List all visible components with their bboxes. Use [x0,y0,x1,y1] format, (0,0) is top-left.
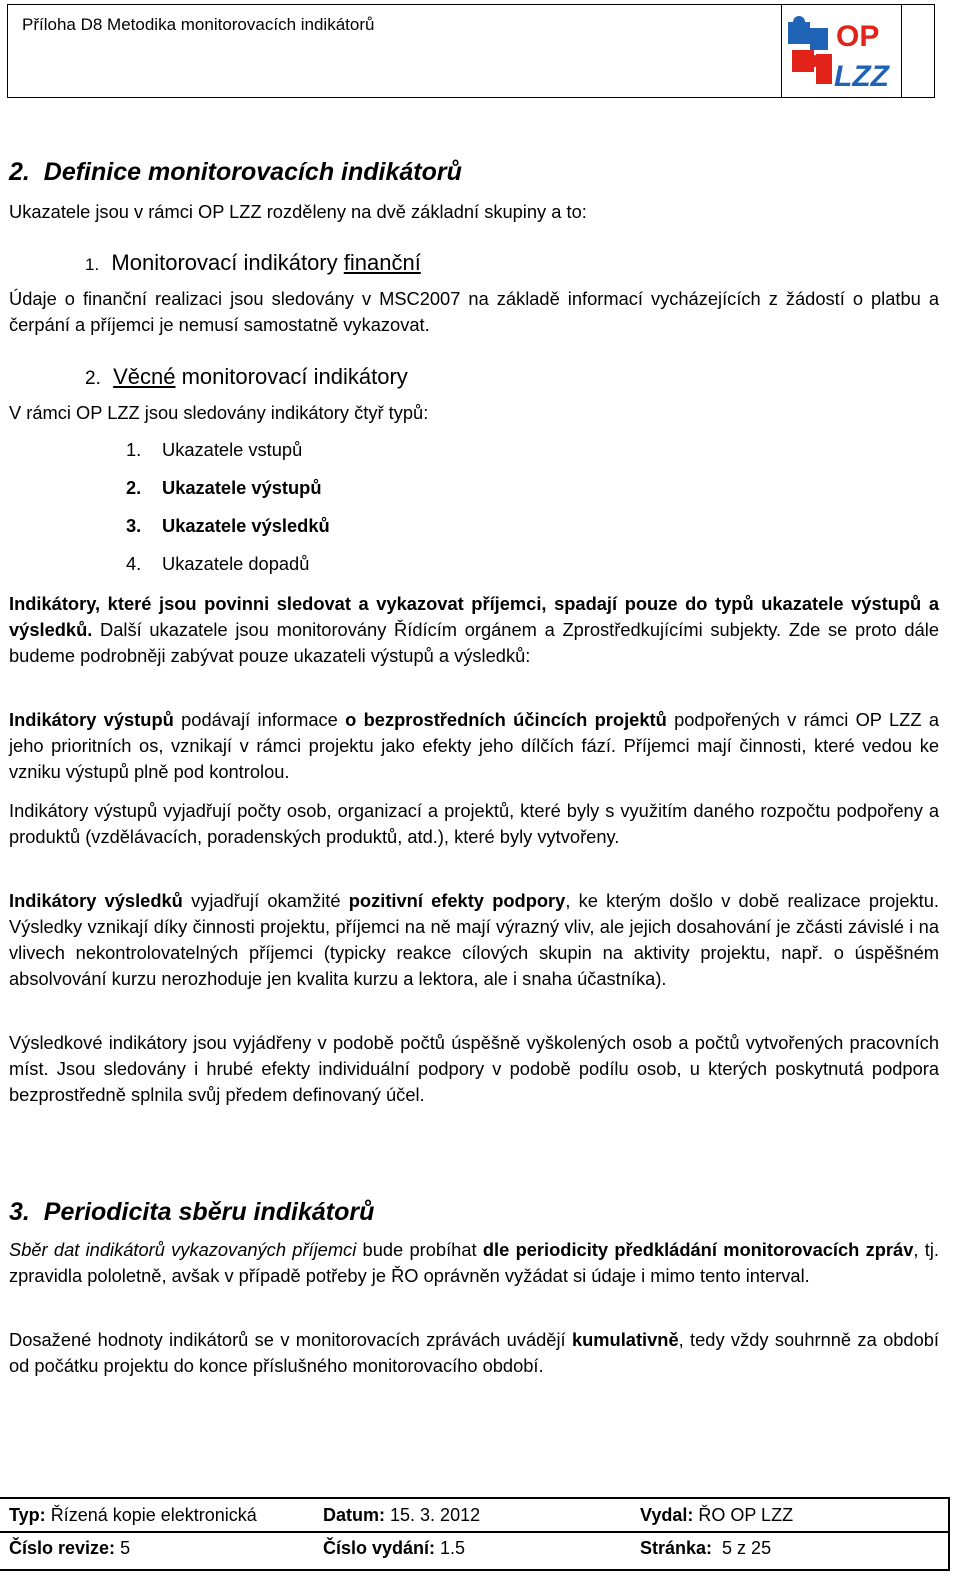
footer-vydal: Vydal: ŘO OP LZZ [640,1505,794,1525]
logo-text-lzz: LZZ [834,60,889,92]
result-expression-paragraph: Výsledkové indikátory jsou vyjádřeny v podobě počtů úspěšně vyškolených osob a počtů vytvořených pracovních míst. Jsou sledovány i hrubé efekty individuální podpory v podobě podílu osob, u kterých poskytnutá podpora bezprostředně splnila svůj předem definovaný účel. [9,1032,939,1105]
op-lzz-logo [786,14,896,92]
material-intro: V rámci OP LZZ jsou sledovány indikátory čtyř typů: [9,402,429,423]
footer-revize: Číslo revize: 5 [9,1538,131,1558]
cumulative-paragraph: Dosažené hodnoty indikátorů se v monitorovacích zprávách uvádějí kumulativně, tedy vždy souhrnně za období od počátku projektu do konce příslušného monitorovacího období. [9,1329,940,1376]
footer-datum: Datum: 15. 3. 2012 [323,1505,481,1525]
page-footer [0,1497,950,1571]
periodicity-paragraph: Sběr dat indikátorů vykazovaných příjemci bude probíhat dle periodicity předkládání monitorovacích zpráv, tj. zpravidla pololetně, avšak v případě potřeby je ŘO oprávněn vyžádat si údaje i mimo tento interval. [9,1239,939,1286]
list-item: 2. Ukazatele výstupů [126,477,322,498]
financial-paragraph: Údaje o finanční realizaci jsou sledovány v MSC2007 na základě informací vycházejících z žádostí o platbu a čerpání a příjemci je nemusí samostatně vykazovat. [9,288,939,335]
section-2-heading: 2. Definice monitorovacích indikátorů [9,158,462,186]
header-divider [781,5,782,97]
subsection-material-heading: 2. Věcné monitorovací indikátory [85,364,408,389]
section-3-heading: 3. Periodicita sběru indikátorů [9,1198,375,1226]
indicators-paragraph: Indikátory, které jsou povinni sledovat a vykazovat příjemci, spadají pouze do typů ukazatele výstupů a výsledků. Další ukazatele jsou monitorovány Řídícím orgánem a Zprostředkujícími subjekty. Zde se proto dále budeme podrobněji zabývat pouze ukazateli výstupů a výsledků: [9,593,939,666]
subsection-financial-heading: 1. Monitorovací indikátory finanční [85,250,421,275]
list-item: 4. Ukazatele dopadů [126,553,310,574]
output-indicators-paragraph: Indikátory výstupů podávají informace o bezprostředních účincích projektů podpořených v rámci OP LZZ a jeho prioritních os, vznikají v rámci projektu jako efekty jeho dílčích fází. Příjemci mají činnosti, které vedou ke vzniku výstupů plně pod kontrolou. [9,709,939,782]
list-item: 3. Ukazatele výsledků [126,515,330,536]
result-indicators-paragraph: Indikátory výsledků vyjadřují okamžité pozitivní efekty podpory, ke kterým došlo v době realizace projektu. Výsledky vznikají díky činnosti projektu, příjemci na ně mají výrazný vliv, ale jejich dosahování je zčásti závislé i na vlivech nekontrolovatelných příjemci (typicky reakce cílových skupin na aktivity projektu, např. o úspěšném absolvování kurzu nerozhoduje jen kvalita kurzu a lektora, ale i snaha účastníka). [9,890,939,989]
list-item: 1. Ukazatele vstupů [126,439,303,460]
logo-text-op: OP [836,20,880,53]
footer-divider [0,1531,948,1533]
section-2-intro: Ukazatele jsou v rámci OP LZZ rozděleny na dvě základní skupiny a to: [9,201,587,222]
footer-vydani: Číslo vydání: 1.5 [323,1538,466,1558]
document-title: Příloha D8 Metodika monitorovacích indikátorů [22,15,375,34]
footer-stranka: Stránka: 5 z 25 [640,1538,772,1558]
output-counts-paragraph: Indikátory výstupů vyjadřují počty osob, organizací a projektů, které byly s využitím daného rozpočtu podpořeny a produktů (vzdělávacích, poradenských produktů, atd.), které byly vytvořeny. [9,800,939,847]
footer-typ: Typ: Řízená kopie elektronická [9,1505,257,1525]
header-divider-right [901,5,902,97]
